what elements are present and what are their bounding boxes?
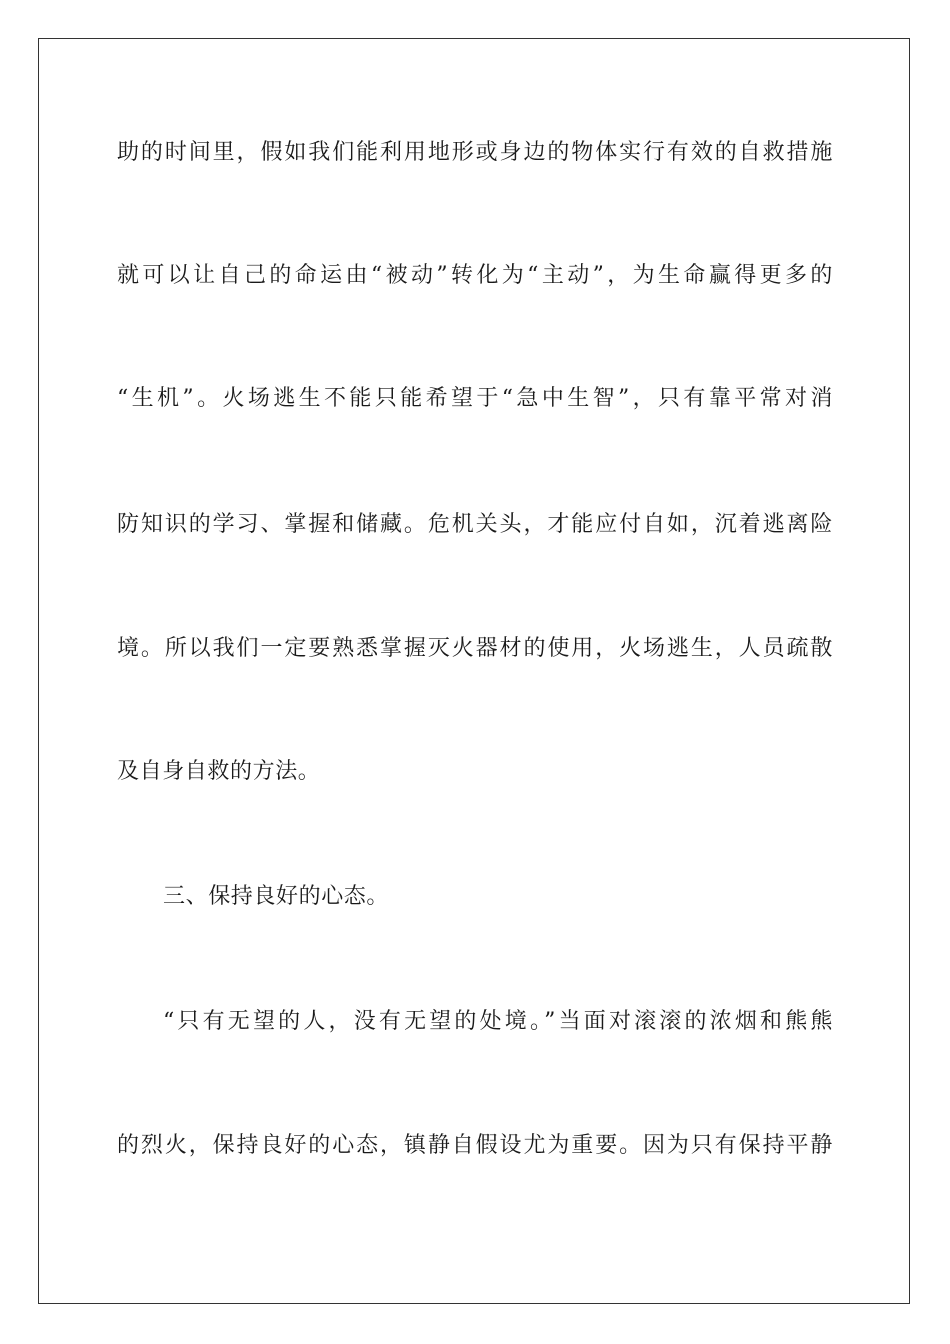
paragraph-line: “生机”。火场逃生不能只能希望于“急中生智”，只有靠平常对消	[117, 386, 833, 411]
section-heading: 三、保持良好的心态。	[163, 884, 390, 909]
page-border	[38, 38, 910, 1304]
paragraph-line: 防知识的学习、掌握和储藏。危机关头，才能应付自如，沉着逃离险	[117, 512, 833, 537]
paragraph-line: “只有无望的人，没有无望的处境。”当面对滚滚的浓烟和熊熊	[163, 1009, 833, 1034]
paragraph-line: 及自身自救的方法。	[117, 759, 321, 784]
paragraph-line: 就可以让自己的命运由“被动”转化为“主动”，为生命赢得更多的	[117, 263, 833, 288]
paragraph-line: 境。所以我们一定要熟悉掌握灭火器材的使用，火场逃生，人员疏散	[117, 636, 833, 661]
paragraph-line: 助的时间里，假如我们能利用地形或身边的物体实行有效的自救措施	[117, 140, 833, 165]
paragraph-line: 的烈火，保持良好的心态，镇静自假设尤为重要。因为只有保持平静	[117, 1133, 833, 1158]
